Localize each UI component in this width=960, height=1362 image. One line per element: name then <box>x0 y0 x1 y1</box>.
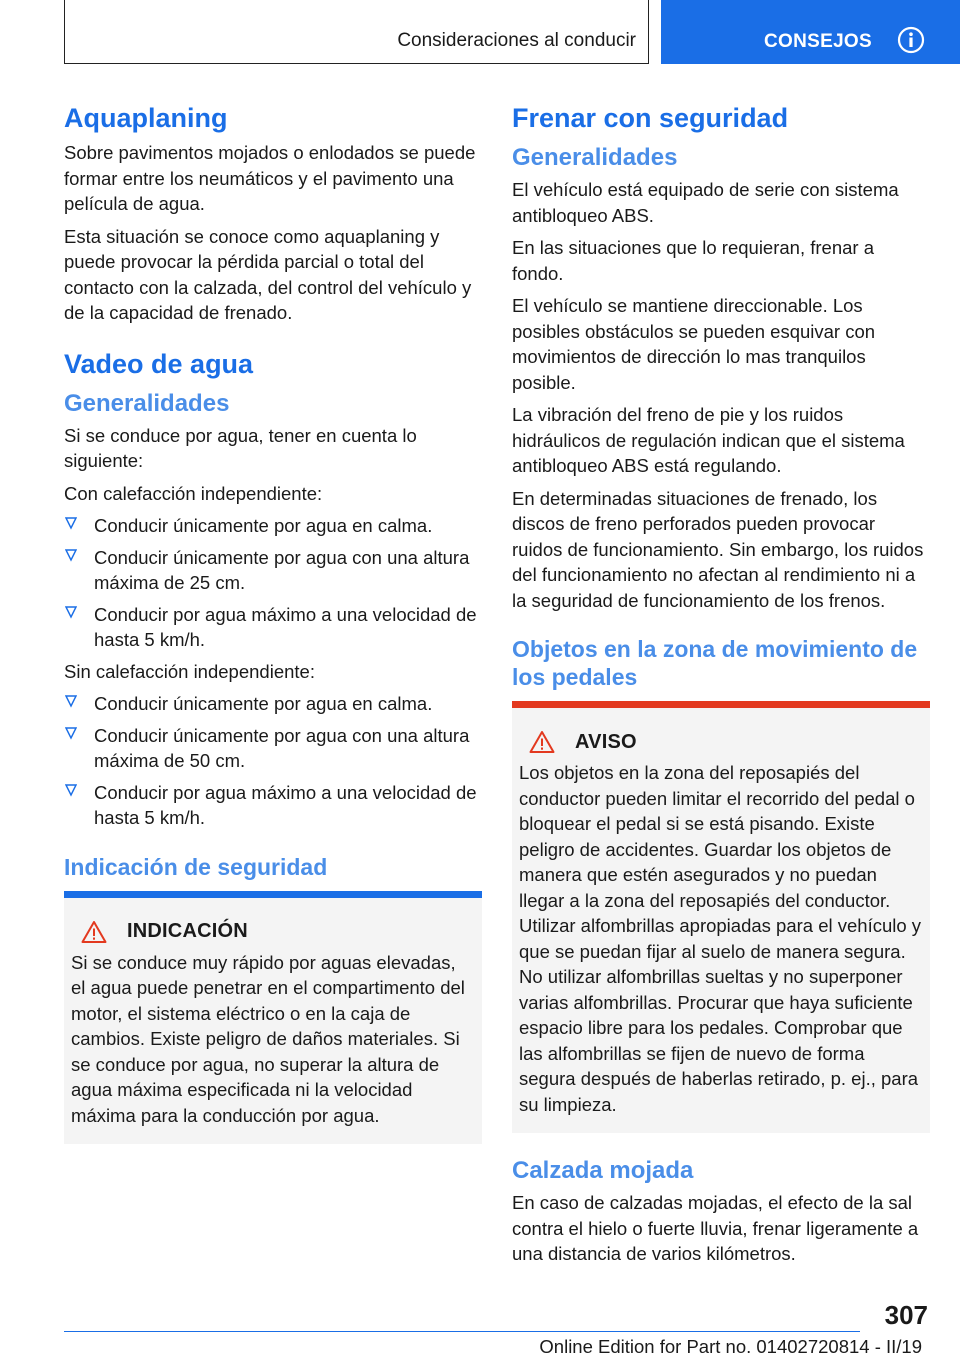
paragraph: En determinadas situaciones de frenado, los discos de freno perforados pueden provocar ruidos de funcionamiento. Sin embargo, los ruidos del funcionamiento no afectan al rendimiento ni a la seguridad de funcionamiento de los frenos. <box>512 487 924 611</box>
triangle-bullet-icon <box>65 726 77 740</box>
footer-divider <box>64 1331 860 1332</box>
notice-title: INDICACIÓN <box>127 920 248 942</box>
list-item <box>64 691 482 717</box>
paragraph: La vibración del freno de pie y los ruidos hidráulicos de regulación indican que el sistema antibloqueo ABS está regulando. <box>512 404 905 476</box>
list-item <box>64 545 482 596</box>
list-item <box>64 513 482 539</box>
paragraph: En las situaciones que lo requieran, frenar a fondo. <box>512 237 874 284</box>
subheading-generalidades: Generalidades <box>512 144 678 171</box>
warning-triangle-icon <box>81 920 107 944</box>
heading-calzada-mojada: Calzada mojada <box>512 1157 694 1184</box>
triangle-bullet-icon <box>65 605 77 619</box>
header-section-box <box>64 0 649 64</box>
heading-frenar-con-seguridad: Frenar con seguridad <box>512 103 789 133</box>
notice-text: Si se conduce muy rápido por aguas elevadas, el agua puede penetrar en el compartimento del motor, el sistema eléctrico o en la caja de cambios. Existe peligro de daños materiales. Si se conduce por agua, no superar la altura de agua máxima especificada ni la velocidad máxima para la conducción por agua. <box>71 951 465 1126</box>
right-column <box>512 100 930 1274</box>
notice-text: Los objetos en la zona del reposapiés del conductor pueden limitar el recorrido del pedal o bloquear el pedal si se está pisando. Existe peligro de accidentes. Guardar los objetos de manera que estén asegurados y no puedan llegar a la zona del reposapiés del conductor. Utilizar alfombrillas apropiadas para el vehículo y que se puedan fijar al suelo de manera segura. No utilizar alfombrillas sueltas y no superponer varias alfombrillas. Procurar que haya suficiente espacio libre para los pedales. Comprobar que las alfombrillas se fijen de nuevo de forma segura después de haberlas retirado, p. ej., para su limpieza. <box>519 762 922 1115</box>
paragraph: En caso de calzadas mojadas, el efecto de la sal contra el hielo o fuerte lluvia, frenar ligeramente a una distancia de varios kilómetros. <box>512 1192 919 1264</box>
paragraph: Esta situación se conoce como aquaplaning y puede provocar la pérdida parcial o total del contacto con la calzada, del control del vehículo y de la capacidad de frenado. <box>64 225 472 323</box>
paragraph: Si se conduce por agua, tener en cuenta lo siguiente: <box>64 424 417 471</box>
paragraph: Sin calefacción independiente: <box>64 660 315 682</box>
list-item <box>64 780 482 831</box>
paragraph: Sobre pavimentos mojados o enlodados se puede formar entre los neumáticos y el pavimento una película de agua. <box>64 142 476 214</box>
triangle-bullet-icon <box>65 783 77 797</box>
heading-aquaplaning: Aquaplaning <box>64 103 228 133</box>
triangle-bullet-icon <box>65 548 77 562</box>
paragraph: El vehículo se mantiene direccionable. Los posibles obstáculos se pueden esquivar con movimientos de dirección lo mas tranquilos posible. <box>512 295 876 393</box>
list-item-text: Conducir por agua máximo a una velocidad de hasta 5 km/h. <box>94 603 477 650</box>
notice-box-indicacion <box>64 891 482 1145</box>
info-icon[interactable] <box>897 26 925 54</box>
subheading-generalidades: Generalidades <box>64 389 230 417</box>
notice-bar <box>64 891 482 898</box>
paragraph: El vehículo está equipado de serie con sistema antibloqueo ABS. <box>512 179 899 226</box>
list-item <box>64 602 482 653</box>
heading-vadeo-de-agua: Vadeo de agua <box>64 348 254 379</box>
list-item-text: Conducir únicamente por agua en calma. <box>94 693 433 714</box>
header-section-title: Consideraciones al conducir <box>397 30 636 51</box>
footer-edition-text: Online Edition for Part no. 01402720814 - II/19 <box>539 1336 922 1357</box>
list-item-text: Conducir únicamente por agua con una altura máxima de 25 cm. <box>94 546 470 593</box>
page-number: 307 <box>884 1300 928 1330</box>
notice-title: AVISO <box>575 730 637 753</box>
header-tab-consejos[interactable] <box>661 0 960 64</box>
left-column <box>64 100 482 1154</box>
triangle-bullet-icon <box>65 694 77 708</box>
bullet-list-without-heating <box>64 691 482 831</box>
header-tab-label: CONSEJOS <box>764 31 872 52</box>
paragraph: Con calefacción independiente: <box>64 482 323 504</box>
list-item-text: Conducir únicamente por agua en calma. <box>94 515 433 536</box>
notice-bar <box>512 701 930 708</box>
heading-indicacion-de-seguridad: Indicación de seguridad <box>64 853 328 880</box>
heading-objetos-pedales: Objetos en la zona de movimiento de los pedales <box>512 636 918 690</box>
triangle-bullet-icon <box>65 516 77 530</box>
notice-box-aviso <box>512 701 930 1133</box>
bullet-list-with-heating <box>64 513 482 653</box>
list-item-text: Conducir únicamente por agua con una altura máxima de 50 cm. <box>94 724 470 771</box>
warning-triangle-icon <box>529 730 555 754</box>
list-item <box>64 723 482 774</box>
list-item-text: Conducir por agua máximo a una velocidad de hasta 5 km/h. <box>94 781 477 828</box>
